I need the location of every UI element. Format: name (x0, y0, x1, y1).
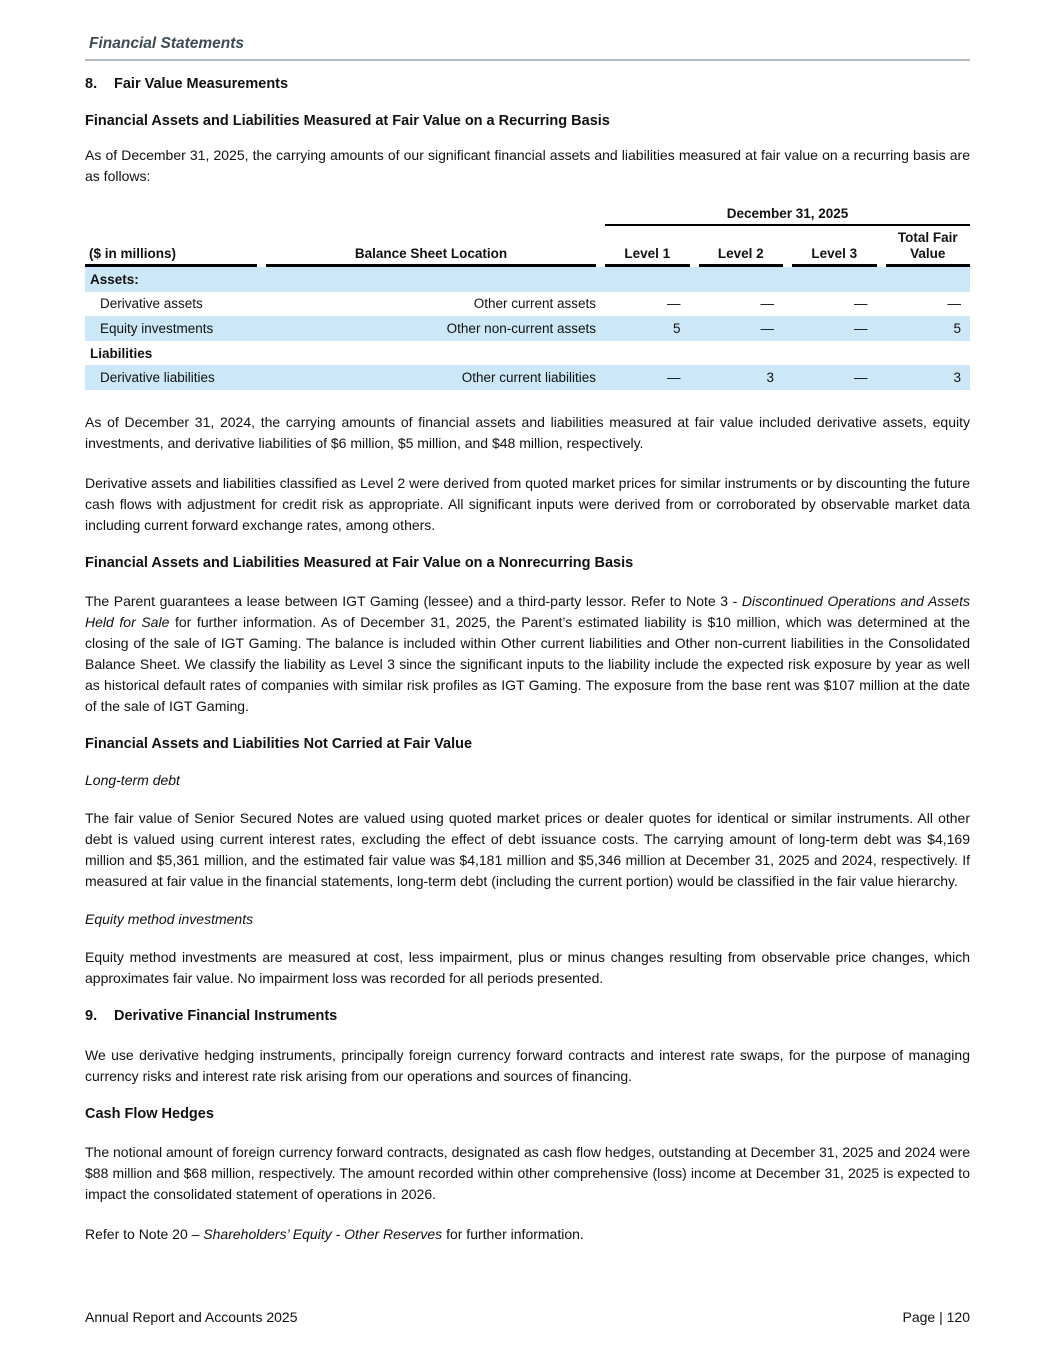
row-label: Assets: (90, 271, 139, 287)
column-header-total-line1: Total Fair (897, 230, 958, 245)
note9-title: Derivative Financial Instruments (114, 1007, 338, 1024)
row-total-value: 3 (953, 370, 961, 386)
row-level1-value: — (667, 296, 681, 312)
row-level2-value: — (760, 296, 774, 312)
fair-value-table (85, 206, 970, 390)
table-period-row (85, 206, 970, 226)
table-period-header: December 31, 2025 (605, 206, 970, 226)
nonrecurring-basis-heading: Financial Assets and Liabilities Measured at Fair Value on a Nonrecurring Basis (85, 554, 634, 571)
recurring-basis-heading: Financial Assets and Liabilities Measured at Fair Value on a Recurring Basis (85, 113, 610, 129)
row-level3-value: — (854, 320, 868, 336)
paragraph-level2-inputs: Derivative assets and liabilities classified as Level 2 were derived from quoted market prices for similar instruments or by discounting the future cash flows with adjustment for credit risk as appropriate. All significant inputs were derived from or corroborated by observable market data including current forward exchange rates, among others. (85, 474, 970, 533)
note20-text-1: Refer to Note 20 – (85, 1225, 204, 1242)
row-label: Liabilities (90, 345, 153, 361)
row-level3-value: — (854, 296, 868, 312)
row-location: Other current liabilities (461, 370, 596, 386)
note20-text-2: for further information. (442, 1225, 584, 1242)
paragraph-cash-flow-hedges: The notional amount of foreign currency forward contracts, designated as cash flow hedges, outstanding at December 31, 2025 and 2024 were $88 million and $68 million, respectively. The amount recorded within other comprehensive (loss) income at December 31, 2025 is expected to impact the consolidated statement of operations in 2026. (85, 1143, 970, 1202)
table-row-derivative-liabilities (85, 365, 970, 390)
note9-number: 9. (85, 1007, 98, 1024)
paragraph-2024-amounts: As of December 31, 2024, the carrying amounts of financial assets and liabilities measured at fair value included derivative assets, equity investments, and derivative liabilities of $6 million, $5 million, and $48 million, respectively. (85, 413, 970, 451)
row-level1-value: 5 (672, 320, 681, 336)
row-level3-value: — (854, 370, 868, 386)
table-row-liabilities-section (85, 341, 970, 366)
table-row-derivative-assets (85, 292, 970, 317)
column-header-total-line2: Value (910, 246, 946, 261)
note20-reference: Shareholders’ Equity - Other Reserves (203, 1225, 443, 1242)
row-level1-value: — (667, 370, 681, 386)
footer-report-title: Annual Report and Accounts 2025 (85, 1309, 298, 1325)
column-header-units: ($ in millions) (85, 246, 257, 267)
paragraph-nonrecurring (85, 591, 970, 717)
longterm-debt-heading: Long-term debt (85, 771, 180, 788)
paragraph-note9-intro: We use derivative hedging instruments, principally foreign currency forward contracts and interest rate swaps, for the purpose of managing currency risks and interest rate risk arising from our operations and sources of financing. (85, 1046, 970, 1084)
column-header-level1: Level 1 (605, 246, 690, 267)
row-location: Other non-current assets (446, 320, 596, 336)
paragraph-note20-reference (85, 1224, 970, 1245)
footer-page-number: Page | 120 (902, 1309, 970, 1325)
recurring-intro-paragraph: As of December 31, 2025, the carrying amounts of our significant financial assets and liabilities measured at fair value on a recurring basis are as follows: (85, 147, 970, 184)
note8-number: 8. (85, 76, 98, 92)
cash-flow-hedges-heading: Cash Flow Hedges (85, 1105, 214, 1122)
running-header-title: Financial Statements (89, 35, 245, 52)
row-total-value: 5 (953, 320, 961, 336)
equity-method-heading: Equity method investments (85, 910, 254, 927)
column-header-location: Balance Sheet Location (266, 246, 596, 267)
row-label: Equity investments (100, 320, 214, 336)
not-carried-heading: Financial Assets and Liabilities Not Carried at Fair Value (85, 735, 473, 752)
nonrecurring-text-1: The Parent guarantees a lease between IGT Gaming (lessee) and a third-party lessor. Refer to Note 3 - (85, 592, 742, 609)
column-header-level3: Level 3 (792, 246, 877, 267)
paragraph-equity-method: Equity method investments are measured at cost, less impairment, plus or minus changes resulting from observable price changes, which approximates fair value. No impairment loss was recorded for all periods presented. (85, 948, 970, 986)
row-level2-value: — (760, 320, 774, 336)
table-row-equity-investments (85, 316, 970, 341)
column-header-level2: Level 2 (699, 246, 784, 267)
page-footer (85, 1309, 970, 1325)
running-header (85, 35, 970, 61)
table-header-row (85, 226, 970, 267)
row-location: Other current assets (473, 296, 596, 312)
nonrecurring-note3-reference: Discontinued Operations and Assets Held for Sale (85, 592, 970, 630)
row-total-value: — (947, 296, 961, 312)
paragraph-longterm-debt: The fair value of Senior Secured Notes are valued using quoted market prices or dealer quotes for identical or similar instruments. All other debt is valued using current interest rates, excluding the effect of debt issuance costs. The carrying amount of long-term debt was $4,169 million and $5,361 million, and the estimated fair value was $4,181 million and $5,346 million at December 31, 2025 and 2024, respectively. If measured at fair value in the financial statements, long-term debt (including the current portion) would be classified in the fair value hierarchy. (85, 809, 970, 889)
note8-heading (85, 76, 970, 92)
nonrecurring-text-2: for further information. As of December 31, 2025, the Parent’s estimated liability is $10 million, which was determined at the closing of the sale of IGT Gaming. The balance is included within Other current liabilities and Other non-current liabilities in the Consolidated Balance Sheet. We classify the liability as Level 3 since the significant inputs to the liability include the expected risk exposure by year as well as historical default rates of companies with similar risk profiles as IGT Gaming. The exposure from the base rent was $107 million at the date of the sale of IGT Gaming. (85, 613, 970, 714)
row-label: Derivative liabilities (100, 370, 215, 386)
note8-title: Fair Value Measurements (114, 76, 289, 92)
column-header-total (886, 230, 971, 267)
row-level2-value: 3 (766, 370, 774, 386)
note9-heading (85, 1008, 970, 1024)
row-label: Derivative assets (100, 296, 203, 312)
table-row-assets-section (85, 267, 970, 292)
